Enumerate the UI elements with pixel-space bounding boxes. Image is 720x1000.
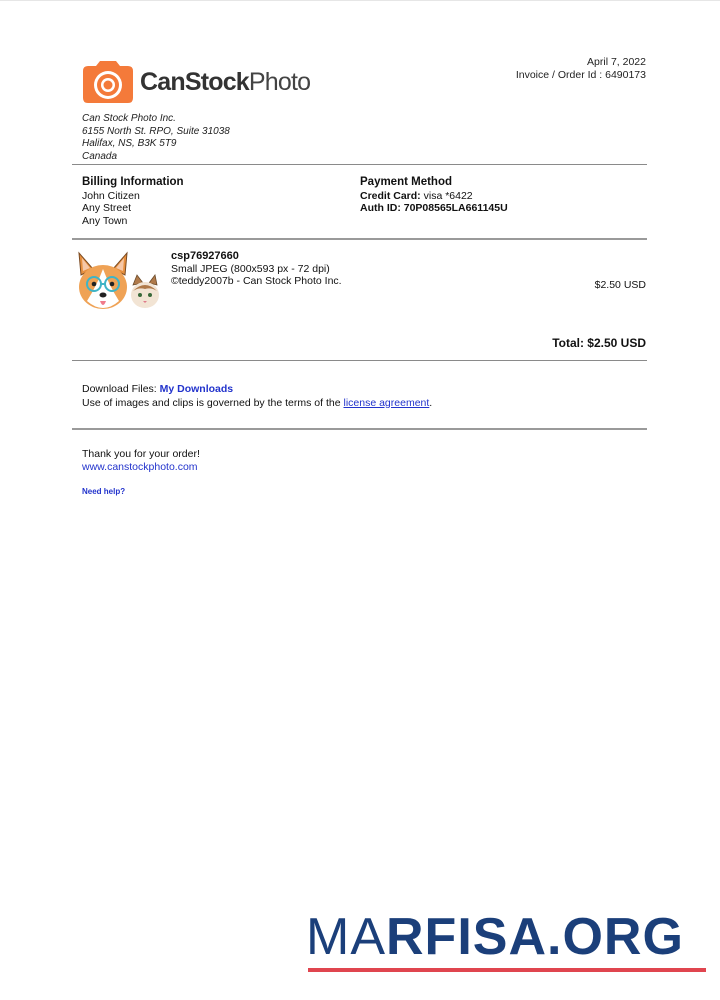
address-line: Can Stock Photo Inc. bbox=[82, 113, 176, 124]
line-item bbox=[171, 250, 342, 288]
downloads-section bbox=[82, 383, 432, 410]
thank-you-text: Thank you for your order! bbox=[82, 448, 200, 460]
card-label: Credit Card: bbox=[360, 189, 421, 202]
need-help-link[interactable]: Need help? bbox=[82, 487, 126, 496]
thank-you-section bbox=[82, 448, 200, 474]
invoice-date: April 7, 2022 bbox=[587, 56, 646, 68]
logo-wordmark bbox=[140, 67, 311, 96]
watermark-part-2: RFISA bbox=[386, 908, 547, 966]
billing-info bbox=[82, 176, 184, 227]
download-label: Download Files: bbox=[82, 383, 157, 395]
logo-text-bold: CanStock bbox=[140, 67, 249, 96]
address-line: Halifax, NS, B3K 5T9 bbox=[82, 138, 177, 149]
item-thumbnail bbox=[73, 249, 163, 319]
watermark-part-1: MA bbox=[306, 908, 386, 966]
canstock-logo bbox=[82, 60, 310, 104]
invoice-order-id: Invoice / Order Id : 6490173 bbox=[515, 69, 646, 81]
auth-label: Auth ID: bbox=[360, 202, 401, 214]
billing-line: John Citizen bbox=[82, 189, 140, 202]
item-price: $2.50 USD bbox=[594, 279, 646, 291]
address-line: Canada bbox=[82, 150, 118, 162]
watermark-part-3: .ORG bbox=[547, 908, 684, 966]
terms-suffix: . bbox=[429, 396, 433, 409]
corgi-kitten-icon bbox=[73, 249, 163, 319]
divider bbox=[72, 238, 647, 240]
divider bbox=[72, 360, 647, 361]
marfisa-watermark bbox=[306, 908, 708, 974]
billing-title: Billing Information bbox=[82, 176, 184, 188]
download-line bbox=[82, 383, 432, 397]
watermark-underline bbox=[308, 968, 706, 972]
payment-title: Payment Method bbox=[360, 176, 453, 188]
order-total: Total: $2.50 USD bbox=[552, 336, 646, 350]
auth-value: 70P08565LA661145U bbox=[403, 202, 508, 214]
camera-icon bbox=[82, 60, 134, 104]
item-id: csp76927660 bbox=[171, 250, 239, 262]
item-format: Small JPEG (800x593 px - 72 dpi) bbox=[171, 262, 330, 275]
item-credit: ©teddy2007b - Can Stock Photo Inc. bbox=[171, 275, 342, 287]
divider bbox=[72, 428, 647, 430]
terms-line bbox=[82, 397, 432, 411]
auth-line bbox=[360, 202, 508, 215]
address-line: 6155 North St. RPO, Suite 31038 bbox=[82, 125, 230, 137]
payment-method bbox=[360, 176, 508, 215]
my-downloads-link[interactable]: My Downloads bbox=[159, 383, 234, 395]
billing-line: Any Street bbox=[82, 202, 132, 214]
billing-line: Any Town bbox=[82, 214, 128, 227]
website-link[interactable]: www.canstockphoto.com bbox=[82, 461, 198, 473]
divider bbox=[72, 164, 647, 165]
terms-text: Use of images and clips is governed by the terms of the bbox=[82, 396, 341, 409]
invoice-meta bbox=[516, 56, 646, 82]
watermark-text bbox=[306, 908, 708, 966]
license-agreement-link[interactable]: license agreement bbox=[343, 396, 430, 409]
card-line bbox=[360, 190, 508, 203]
top-border bbox=[0, 0, 720, 1]
logo-text-light: Photo bbox=[248, 67, 311, 96]
company-address bbox=[82, 113, 230, 163]
card-value: visa *6422 bbox=[423, 189, 473, 202]
